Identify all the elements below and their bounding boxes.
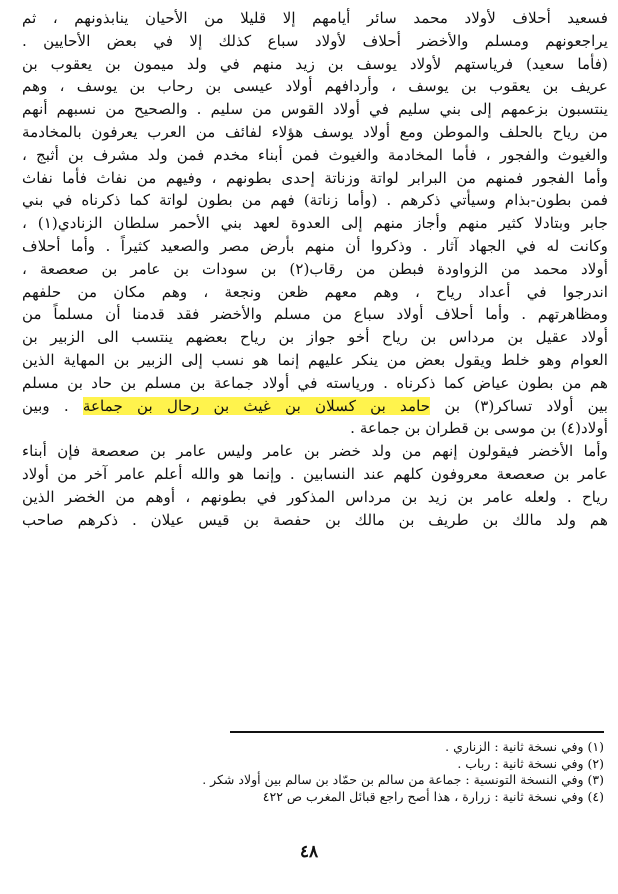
text-line: والغيوث والفجور ، فأما المخادمة والغيوث فمن أبناء مخدم فمن ولد مشرف بن أثبج ، — [22, 145, 608, 164]
text-line: عريف بن يعقوب بن يوسف ، وأردافهم أولاد عيسى بن رحاب بن يوسف ، وهم — [22, 77, 608, 96]
text-line: وأما الفجور فمنهم من البرابر لواتة وزناتة إحدى بطونهم ، وفيهم من نفاث فأما نفاث — [22, 168, 608, 187]
text-line: رياح . ولعله عامر بن زيد بن مرداس المذكور في بطونهم ، أوهم من الخضر الذين — [22, 487, 608, 506]
text-line: أولاد عقيل بن مرداس بن رياح أخو جواز بن رياح بعضهم ينتسب الى الزبير بن — [22, 328, 608, 347]
text-line: ينتسبون بزعمهم إلى بني سليم في أولاد القوس من سليم . والصحيح من نسبهم أنهم — [22, 100, 608, 119]
footnote: (٣) وفي النسخة التونسية : جماعة من سالم بن حمّاد بن سالم بين أولاد شكر . — [202, 772, 604, 788]
footnote-divider — [230, 731, 604, 733]
highlight-line-pre: بين أولاد تساكر(٣) بن — [430, 396, 608, 415]
text-line: هم ولد مالك بن طريف بن مالك بن حفصة بن قيس عيلان . ذكرهم صاحب — [22, 510, 608, 529]
text-line: وأما الأخضر فيقولون إنهم من ولد خضر بن عامر وليس عامر بن صعصعة فإن أبناء — [22, 442, 608, 461]
text-line: من رياح بالحلف والموطن ومع أولاد يوسف هؤلاء لفائف من العرب يعرفون بالمخادمة — [22, 122, 608, 141]
text-line: أولاد(٤) بن موسى بن قطران بن جماعة . — [350, 419, 608, 438]
text-line: وكانت له في الجهاد آثار . وذكروا أن منهم بأرض مصر والصعيد كثيراً . وأما أحلاف — [22, 236, 608, 255]
highlight-line-post: . وبين — [22, 396, 83, 415]
text-line: يراجعونهم ومسلم والأخضر أحلاف لأولاد سباع كذلك إلا في بعض الأحايين . — [22, 31, 608, 50]
footnote: (٢) وفي نسخة ثانية : رباب . — [457, 755, 604, 771]
footnotes — [190, 739, 604, 805]
highlighted-line — [22, 395, 608, 418]
text-line: فسعيد أحلاف لأولاد محمد سائر أيامهم إلا قليلا من الأحيان ينابذونهم ، ثم — [22, 9, 608, 27]
footnote: (٤) وفي نسخة ثانية : زرارة ، هذا أصح راجع قبائل المغرب ص ٤٢٢ — [262, 788, 604, 804]
text-line: جابر وبتادلا كثير منهم وأجاز منهم إلى العدوة لعهد بني الأحمر سلطان الزنادي(١) ، — [22, 214, 608, 233]
main-text — [22, 7, 608, 531]
page-number: ٤٨ — [299, 842, 319, 862]
footnote: (١) وفي نسخة ثانية : الزناري . — [445, 739, 604, 754]
text-line: عامر بن صعصعة معروفون كلهم عند النسابين . وإنما هو والله أعلم عامر آخر من أولاد — [22, 464, 608, 483]
text-line: فمن بطون-بذام وسيأتي ذكرهم . (وأما زناتة) فهم من بطون لواتة كما ذكرناه في بني — [22, 191, 608, 210]
text-line: ومظاهرتهم . وأما أحلاف أولاد سباع من مسلم والأخضر فقد قدمنا أن مسلماً من — [22, 305, 608, 324]
highlighted-name: حامد بن كسلان بن غيث بن رحال بن جماعة — [82, 396, 431, 415]
text-line: اندرجوا في أعداد رياح ، وهم معهم ظعن ونجعة ، وهم مكان من حلفهم — [22, 282, 608, 301]
text-line: (فأما سعيد) فرياستهم لأولاد يوسف بن زيد منهم في ولد ميمون بن يعقوب بن — [22, 54, 608, 73]
text-line: هم من بطون عياض كما ذكرناه . ورياسته في أولاد جماعة بن مسلم بن حاد بن مسلم — [22, 373, 608, 392]
text-line: العوام وهو خلط ويقول بعض من ينكر عليهم إنما هو نسب إلى الزبير بن المهاية الذين — [22, 350, 608, 369]
text-line: أولاد محمد من الزواودة فبطن من رقاب(٢) بن سودات بن عامر بن صعصعة ، — [22, 259, 608, 278]
